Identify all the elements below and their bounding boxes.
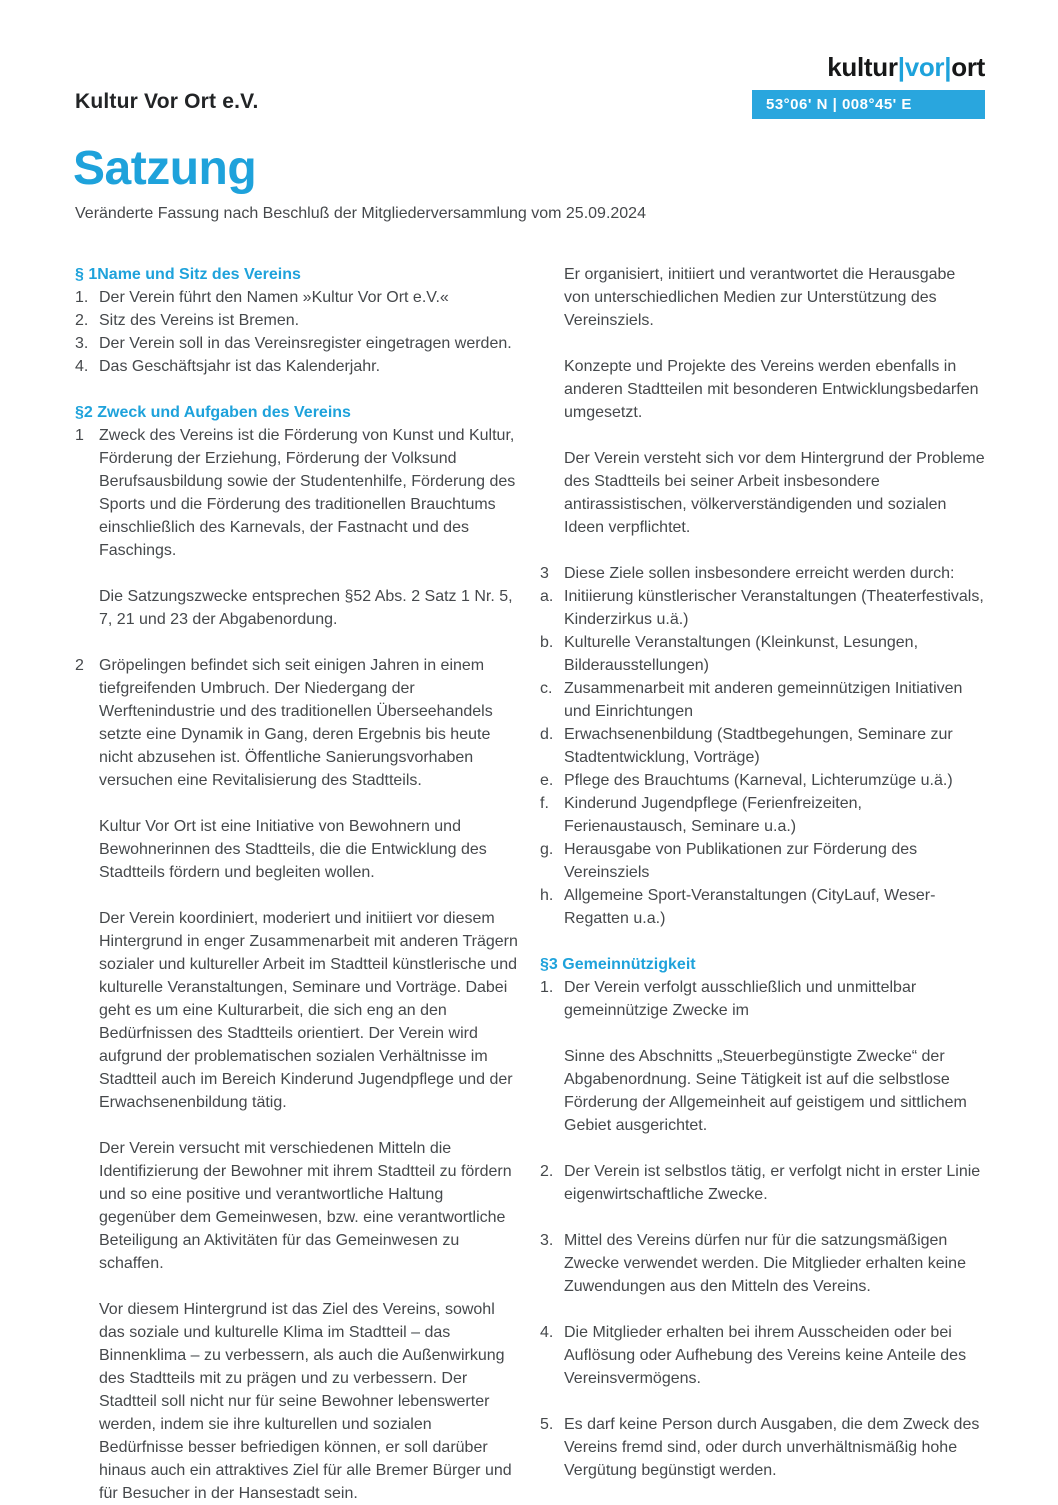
list-marker: 2: [75, 656, 84, 674]
logo-block: [752, 52, 985, 119]
list-marker: a.: [540, 587, 554, 605]
list-marker: 3.: [75, 334, 89, 352]
list-text: Der Verein verfolgt ausschließlich und unmittelbar gemeinnützige Zwecke im: [564, 978, 917, 1019]
list-text: Allgemeine Sport-Veranstaltungen (CityLauf, Weser-Regatten u.a.): [564, 886, 936, 927]
list-item: [75, 309, 520, 332]
paragraph: Vor diesem Hintergrund ist das Ziel des Vereins, sowohl das soziale und kulturelle Klima im Stadtteil – das Binnenklima – zu verbessern, als auch die Außenwirkung des Stadtteils mit zu prägen und zu verbessern. Der Stadtteil soll nicht nur für seine Bewohner lebenswerter werden, indem sie ihre kulturellen und sozialen Bedürfnisse besser befriedigen können, er soll darüber hinaus auch ein attraktives Ziel für alle Bremer Bürger und für Besucher in der Hansestadt sein.: [99, 1300, 512, 1502]
page-title: Satzung: [73, 142, 257, 195]
paragraph: Der Verein koordiniert, moderiert und initiiert vor diesem Hintergrund in enger Zusammenarbeit mit anderen Trägern sozialer und kultureller Arbeit im Stadtteil künstlerische und kulturelle Veranstaltungen, Seminare und Vorträge. Dabei geht es um eine Kulturarbeit, die sich eng an den Bedürfnissen des Stadtteils orientiert. Der Verein wird aufgrund der problematischen sozialen Verhältnisse im Stadtteil auch im Bereich Kinderund Jugendpflege und der Erwachsenenbildung tätig.: [99, 909, 518, 1111]
org-name: Kultur Vor Ort e.V.: [75, 90, 259, 113]
list-item: [540, 838, 985, 884]
logo-part-vor: vor: [904, 52, 945, 82]
list-item: [75, 424, 520, 562]
list-marker: 4.: [75, 357, 89, 375]
list-item: [540, 631, 985, 677]
list-marker: 1.: [540, 978, 554, 996]
list-item: [540, 1229, 985, 1298]
list-text: Diese Ziele sollen insbesondere erreicht werden durch:: [564, 564, 955, 582]
list-item: [75, 654, 520, 792]
list-marker: d.: [540, 725, 554, 743]
list-text: Zweck des Vereins ist die Förderung von Kunst und Kultur, Förderung der Erziehung, Förderung der Volksund Berufsausbildung sowie der Studentenhilfe, Förderung des Sports und die Förderung des traditionellen Brauchtums einschließlich des Karnevals, der Fastnacht und des Faschings.: [99, 426, 516, 559]
paragraph: Kultur Vor Ort ist eine Initiative von Bewohnern und Bewohnerinnen des Stadtteils, die die Entwicklung des Stadtteils fördern und begleiten wollen.: [99, 817, 487, 881]
list-text: Der Verein soll in das Vereinsregister eingetragen werden.: [99, 334, 512, 352]
list-item: [540, 976, 985, 1022]
paragraph: Der Verein versucht mit verschiedenen Mitteln die Identifizierung der Bewohner mit ihrem Stadtteil zu fördern und so eine positive und verantwortliche Haltung gegenüber dem Gemeinwesen, bzw. eine verantwortliche Beteiligung an Aktivitäten für das Gemeinwesen zu schaffen.: [99, 1139, 512, 1272]
list-text: Zusammenarbeit mit anderen gemeinnützigen Initiativen und Einrichtungen: [564, 679, 963, 720]
list-marker: 4.: [540, 1323, 554, 1341]
list-marker: c.: [540, 679, 553, 697]
logo-separator: |: [944, 52, 952, 82]
list-item: [75, 355, 520, 378]
list-text: Der Verein führt den Namen »Kultur Vor Ort e.V.«: [99, 288, 449, 306]
list-item: [540, 562, 985, 585]
list-item: [540, 677, 985, 723]
list-marker: 1: [75, 426, 84, 444]
list-marker: h.: [540, 886, 554, 904]
list-text: Gröpelingen befindet sich seit einigen Jahren in einem tiefgreifenden Umbruch. Der Niedergang der Werftenindustrie und des traditionellen Überseehandels setzte eine Dynamik in Gang, deren Ergebnis bis heute nicht abzusehen ist. Öffentliche Sanierungsvorhaben versuchen eine Revitalisierung des Stadtteils.: [99, 656, 493, 789]
section-heading-3: §3 Gemeinnützigkeit: [540, 955, 696, 973]
list-item: [540, 723, 985, 769]
paragraph: Konzepte und Projekte des Vereins werden ebenfalls in anderen Stadtteilen mit besonderen Entwicklungsbedarfen umgesetzt.: [564, 357, 979, 421]
list-item: [540, 1321, 985, 1390]
list-text: Erwachsenenbildung (Stadtbegehungen, Seminare zur Stadtentwicklung, Vorträge): [564, 725, 953, 766]
paragraph: Sinne des Abschnitts „Steuerbegünstigte Zwecke“ der Abgabenordnung. Seine Tätigkeit ist auf die selbstlose Förderung der Allgemeinheit auf geistigem und sittlichem Gebiet ausgerichtet.: [564, 1047, 967, 1134]
paragraph: Er organisiert, initiiert und verantwortet die Herausgabe von unterschiedlichen Medien zur Unterstützung des Vereinsziels.: [564, 265, 956, 329]
list-item: [75, 332, 520, 355]
list-item: [540, 884, 985, 930]
section-heading-1: § 1Name und Sitz des Vereins: [75, 265, 301, 283]
list-marker: f.: [540, 794, 549, 812]
list-item: [540, 769, 985, 792]
list-text: Das Geschäftsjahr ist das Kalenderjahr.: [99, 357, 381, 375]
list-marker: b.: [540, 633, 554, 651]
kultur-vor-ort-logo: [752, 52, 985, 83]
list-text: Pflege des Brauchtums (Karneval, Lichterumzüge u.ä.): [564, 771, 953, 789]
list-marker: 2.: [75, 311, 89, 329]
list-text: Die Mitglieder erhalten bei ihrem Ausscheiden oder bei Auflösung oder Aufhebung des Vereins keine Anteile des Vereinsvermögens.: [564, 1323, 967, 1387]
section-heading-2: §2 Zweck und Aufgaben des Vereins: [75, 403, 351, 421]
list-marker: 5.: [540, 1415, 554, 1433]
logo-part-ort: ort: [951, 52, 985, 82]
list-marker: e.: [540, 771, 554, 789]
paragraph: Der Verein versteht sich vor dem Hintergrund der Probleme des Stadtteils bei seiner Arbeit insbesondere antirassistischen, völkerverständigenden und sozialen Ideen verpflichtet.: [564, 449, 985, 536]
list-item: [75, 286, 520, 309]
two-column-body: [75, 263, 985, 1505]
list-marker: 3.: [540, 1231, 554, 1249]
list-text: Sitz des Vereins ist Bremen.: [99, 311, 300, 329]
coordinates-bar: 53°06' N | 008°45' E: [752, 90, 985, 119]
logo-separator: |: [897, 52, 905, 82]
list-marker: g.: [540, 840, 554, 858]
left-column: [75, 263, 520, 1505]
list-item: [540, 585, 985, 631]
page-header: [75, 52, 985, 119]
list-marker: 2.: [540, 1162, 554, 1180]
list-item: [540, 1160, 985, 1206]
list-text: Es darf keine Person durch Ausgaben, die dem Zweck des Vereins fremd sind, oder durch unverhältnismäßig hohe Vergütung begünstigt werden.: [564, 1415, 980, 1479]
list-marker: 1.: [75, 288, 89, 306]
list-text: Herausgabe von Publikationen zur Förderung des Vereinsziels: [564, 840, 918, 881]
list-item: [540, 1413, 985, 1482]
list-text: Kinderund Jugendpflege (Ferienfreizeiten, Ferienaustausch, Seminare u.a.): [564, 794, 862, 835]
list-text: Kulturelle Veranstaltungen (Kleinkunst, Lesungen, Bilderausstellungen): [564, 633, 919, 674]
page-subtitle: Veränderte Fassung nach Beschluß der Mitgliederversammlung vom 25.09.2024: [75, 204, 646, 222]
paragraph: Die Satzungszwecke entsprechen §52 Abs. 2 Satz 1 Nr. 5, 7, 21 und 23 der Abgabenordung.: [99, 587, 513, 628]
list-marker: 3: [540, 564, 549, 582]
logo-part-kultur: kultur: [827, 52, 898, 82]
list-item: [540, 792, 985, 838]
list-text: Mittel des Vereins dürfen nur für die satzungsmäßigen Zwecke verwendet werden. Die Mitglieder erhalten keine Zuwendungen aus den Mitteln des Vereins.: [564, 1231, 966, 1295]
list-text: Initiierung künstlerischer Veranstaltungen (Theaterfestivals, Kinderzirkus u.ä.): [564, 587, 984, 628]
right-column: [540, 263, 985, 1505]
list-text: Der Verein ist selbstlos tätig, er verfolgt nicht in erster Linie eigenwirtschaftliche Zwecke.: [564, 1162, 981, 1203]
